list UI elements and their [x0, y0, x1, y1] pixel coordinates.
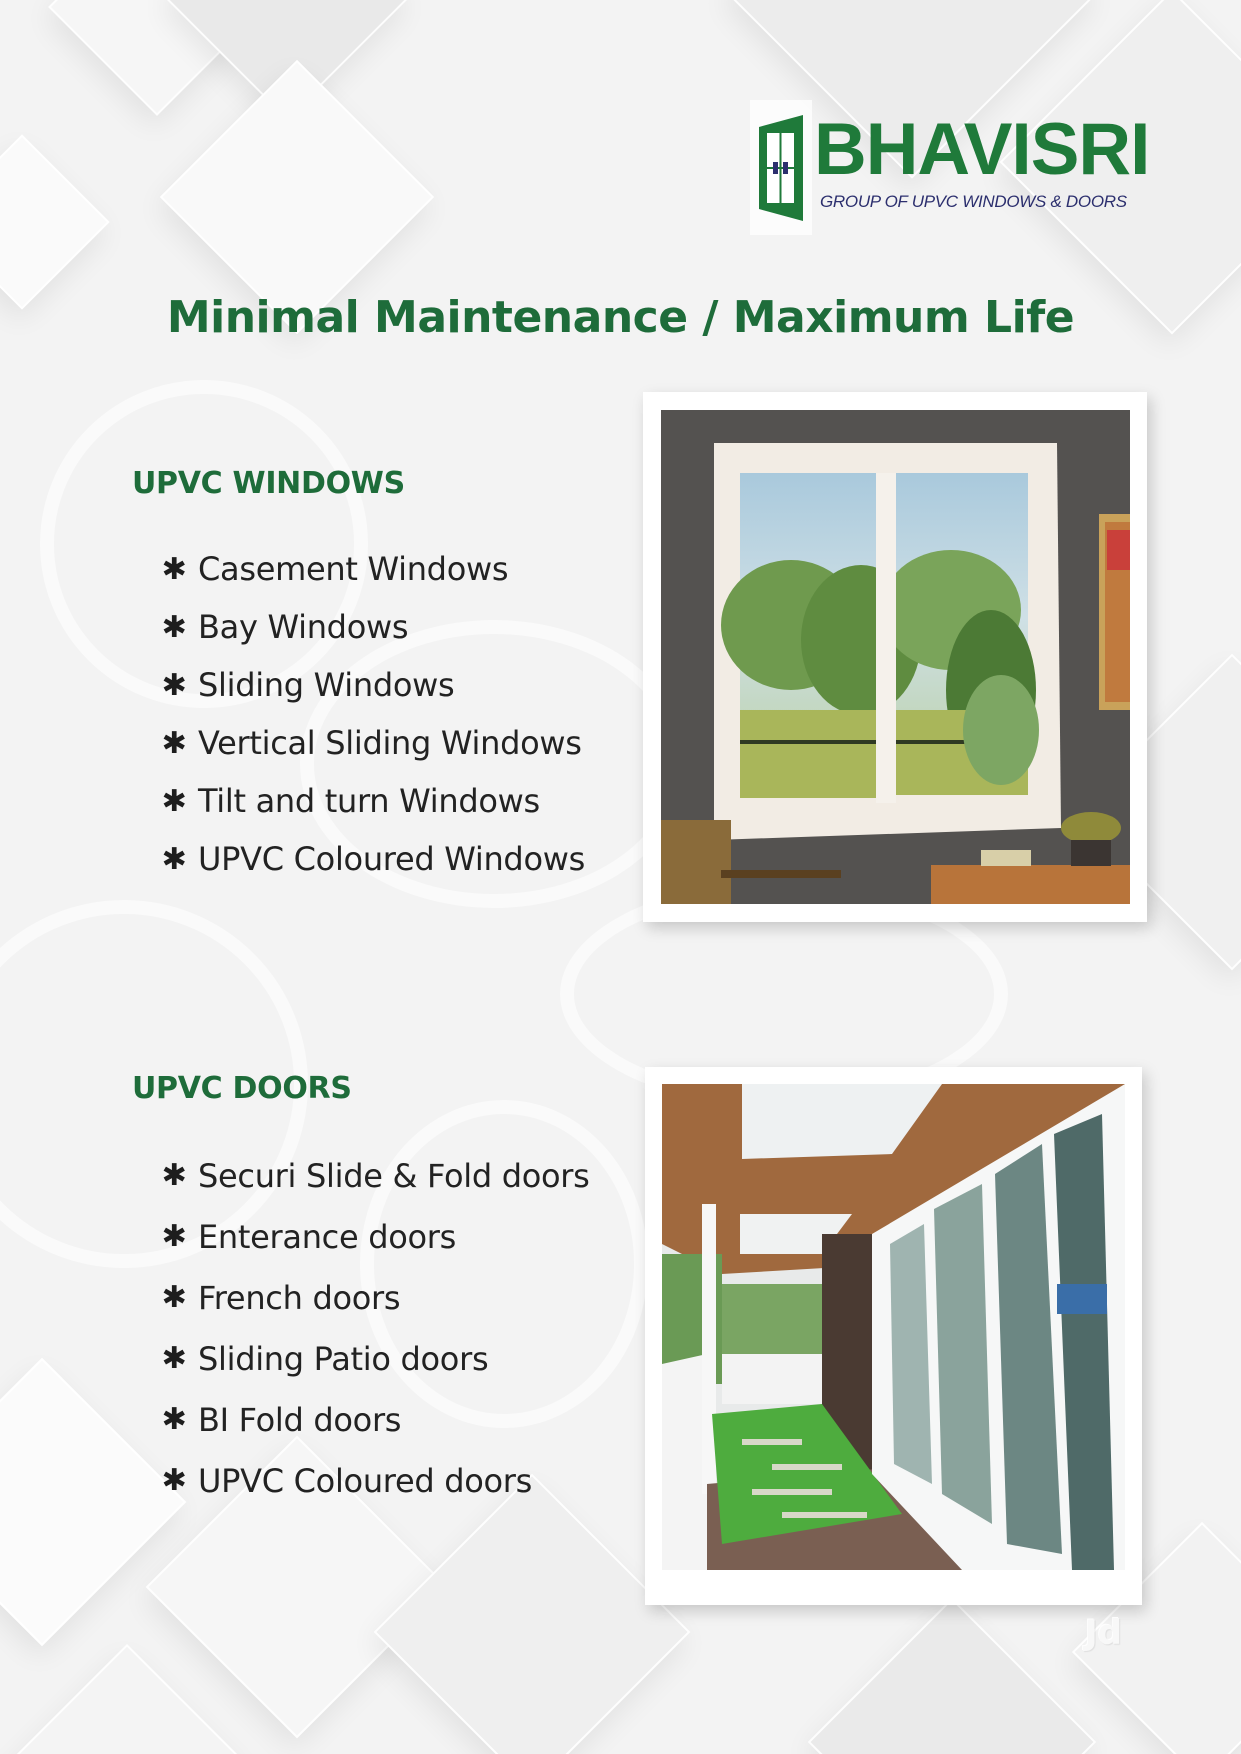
page-title: Minimal Maintenance / Maximum Life: [166, 292, 1075, 343]
brand-name: BHAVISRI: [814, 109, 1150, 190]
list-item: [150, 1389, 590, 1450]
asterisk-bullet-icon: ✱: [161, 725, 187, 761]
list-item-label: Securi Slide & Fold doors: [198, 1156, 590, 1195]
list-item: [150, 540, 585, 598]
asterisk-bullet-icon: ✱: [161, 1280, 187, 1315]
list-item: [150, 772, 585, 830]
list-item: [150, 830, 585, 888]
list-item: [150, 714, 585, 772]
list-item-label: Vertical Sliding Windows: [198, 724, 582, 762]
list-item-label: BI Fold doors: [198, 1400, 402, 1439]
list-item: [150, 1267, 590, 1328]
asterisk-bullet-icon: ✱: [161, 1219, 187, 1254]
list-item-label: French doors: [198, 1278, 401, 1317]
brand-tagline: GROUP OF UPVC WINDOWS & DOORS: [820, 192, 1127, 211]
list-item: [150, 656, 585, 714]
list-item-label: Bay Windows: [198, 608, 409, 646]
list-item-label: UPVC Coloured doors: [198, 1461, 533, 1500]
list-item: [150, 1328, 590, 1389]
list-item-label: UPVC Coloured Windows: [198, 840, 585, 878]
asterisk-bullet-icon: ✱: [161, 667, 187, 703]
asterisk-bullet-icon: ✱: [161, 1463, 187, 1498]
asterisk-bullet-icon: ✱: [161, 609, 187, 645]
asterisk-bullet-icon: ✱: [161, 1402, 187, 1437]
list-item: [150, 1450, 590, 1511]
asterisk-bullet-icon: ✱: [161, 551, 187, 587]
window-door-icon: [755, 113, 807, 223]
watermark-logo: Jd: [1085, 1613, 1122, 1653]
brand-logo: [750, 100, 1150, 235]
asterisk-bullet-icon: ✱: [161, 1341, 187, 1376]
list-item: [150, 1206, 590, 1267]
doors-list: [150, 1145, 590, 1511]
list-item: [150, 598, 585, 656]
sliding-window-photo: [661, 410, 1130, 904]
windows-list: [150, 540, 585, 888]
doors-photo-card: [645, 1067, 1142, 1605]
list-item-label: Tilt and turn Windows: [198, 782, 540, 820]
list-item-label: Casement Windows: [198, 550, 509, 588]
asterisk-bullet-icon: ✱: [161, 783, 187, 819]
asterisk-bullet-icon: ✱: [161, 1158, 187, 1193]
list-item: [150, 1145, 590, 1206]
list-item-label: Sliding Windows: [198, 666, 455, 704]
windows-photo-card: [643, 392, 1147, 922]
section-heading-doors: UPVC DOORS: [132, 1071, 352, 1106]
section-heading-windows: UPVC WINDOWS: [132, 466, 405, 501]
list-item-label: Enterance doors: [198, 1217, 457, 1256]
sliding-door-balcony-photo: [662, 1084, 1125, 1570]
asterisk-bullet-icon: ✱: [161, 841, 187, 877]
list-item-label: Sliding Patio doors: [198, 1339, 489, 1378]
